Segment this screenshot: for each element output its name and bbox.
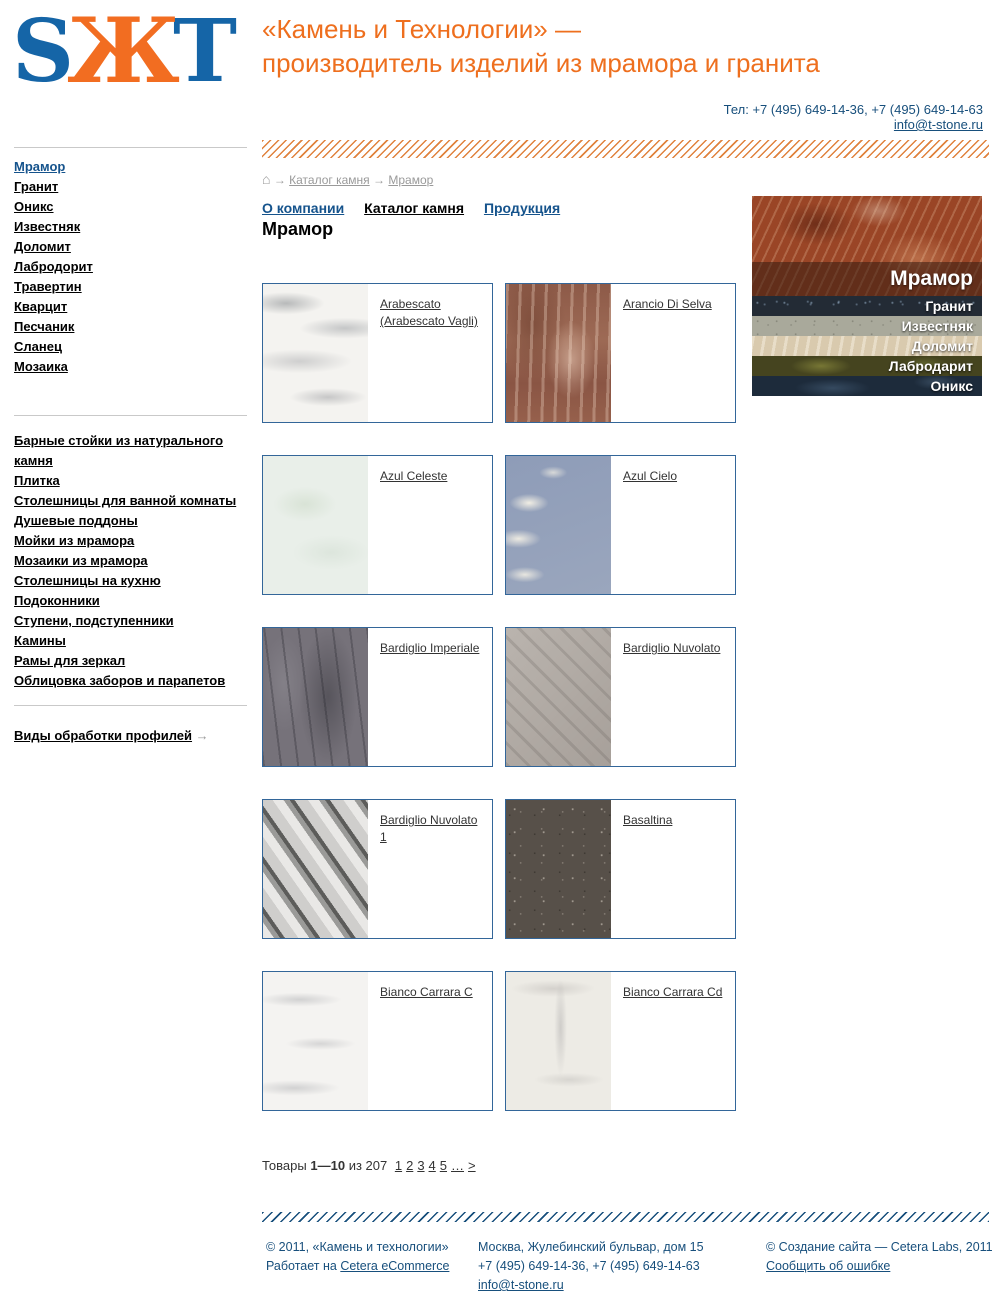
catalog-item-link[interactable]: Arancio Di Selva	[623, 297, 712, 311]
stone-sample-image[interactable]	[506, 800, 611, 938]
sidebar-link-steps[interactable]: Ступени, подступенники	[14, 613, 174, 628]
home-icon[interactable]: ⌂	[262, 171, 271, 187]
sidebar-item-shower-trays[interactable]	[14, 511, 254, 531]
sidebar-link-mirror-frames[interactable]: Рамы для зеркал	[14, 653, 126, 668]
footer-powered-link[interactable]: Cetera eCommerce	[340, 1259, 450, 1273]
site-title	[262, 12, 820, 80]
banner-label-izvestnyak[interactable]: Известняк	[752, 316, 982, 336]
header-email-link[interactable]: info@t-stone.ru	[893, 117, 983, 132]
sidebar-link-mozaika[interactable]: Мозаика	[14, 359, 68, 374]
catalog-card-arabescato[interactable]	[262, 283, 493, 423]
banner-label-mramor[interactable]: Мрамор	[752, 262, 982, 296]
pagination-ellipsis[interactable]: …	[451, 1158, 465, 1173]
catalog-item-link[interactable]: Bianco Carrara Cd	[623, 985, 723, 999]
site-title-line2: производитель изделий из мрамора и гранита	[262, 48, 820, 78]
sidebar-divider-1	[14, 147, 247, 148]
catalog-card-bardiglio-nuvolato[interactable]	[505, 627, 736, 767]
footer-address: Москва, Жулебинский бульвар, дом 15	[478, 1240, 704, 1254]
footer-phones: +7 (495) 649-14-36, +7 (495) 649-14-63	[478, 1259, 700, 1273]
breadcrumb-separator-2: →	[373, 173, 386, 187]
footer-report-error-link[interactable]: Сообщить об ошибке	[766, 1259, 891, 1273]
breadcrumb-separator: →	[273, 173, 286, 187]
sidebar-link-fence-cladding[interactable]: Облицовка заборов и парапетов	[14, 673, 226, 688]
sidebar-item-fireplaces[interactable]	[14, 631, 254, 651]
sidebar-link-fireplaces[interactable]: Камины	[14, 633, 66, 648]
stone-sample-image[interactable]	[506, 284, 611, 422]
sidebar-item-steps[interactable]	[14, 611, 254, 631]
profiles-link[interactable]: Виды обработки профилей	[14, 728, 193, 743]
sidebar-link-kitchen-countertops[interactable]: Столешницы на кухню	[14, 573, 161, 588]
logo-letter-zh: Ж	[67, 0, 173, 105]
sidebar-item-kitchen-countertops[interactable]	[14, 571, 254, 591]
catalog-card-arancio-di-selva[interactable]	[505, 283, 736, 423]
sidebar-item-mramor[interactable]	[14, 157, 254, 177]
site-title-line1: «Камень и Технологии» —	[262, 14, 581, 44]
profiles-section	[14, 728, 209, 743]
catalog-item-link[interactable]: Basaltina	[623, 813, 673, 827]
nav-about[interactable]: О компании	[262, 200, 345, 216]
sidebar-item-fence-cladding[interactable]	[14, 671, 254, 691]
pagination-range: 1—10	[310, 1158, 346, 1173]
nav-production[interactable]: Продукция	[483, 200, 561, 216]
sidebar-link-shower-trays[interactable]: Душевые поддоны	[14, 513, 138, 528]
sidebar-item-bathroom-countertops[interactable]	[14, 491, 254, 511]
stone-sample-image[interactable]	[506, 972, 611, 1110]
sidebar-item-granit[interactable]	[14, 177, 254, 197]
catalog-item-link[interactable]: Azul Cielo	[623, 469, 678, 483]
banner-label-oniks[interactable]: Оникс	[752, 376, 982, 396]
sidebar-item-mozaika[interactable]	[14, 357, 254, 377]
sidebar-item-bar-counters[interactable]	[14, 431, 254, 471]
page-title: Мрамор	[262, 219, 334, 239]
stone-sample-image[interactable]	[263, 972, 368, 1110]
sidebar-link-granit[interactable]: Гранит	[14, 179, 59, 194]
catalog-card-azul-cielo[interactable]	[505, 455, 736, 595]
sidebar-item-travertin[interactable]	[14, 277, 254, 297]
catalog-card-azul-celeste[interactable]	[262, 455, 493, 595]
sidebar-item-plitka[interactable]	[14, 471, 254, 491]
banner-label-dolomit[interactable]: Доломит	[752, 336, 982, 356]
breadcrumb-link-mramor[interactable]: Мрамор	[388, 173, 434, 187]
catalog-item-link[interactable]: Arabescato (Arabescato Vagli)	[380, 297, 478, 328]
catalog-card-bianco-carrara-cd[interactable]	[505, 971, 736, 1111]
sidebar-item-slanec[interactable]	[14, 337, 254, 357]
company-logo[interactable]	[12, 2, 230, 104]
sidebar-link-labrodorit[interactable]: Лабродорит	[14, 259, 93, 274]
catalog-card-bardiglio-imperiale[interactable]	[262, 627, 493, 767]
pagination-total: из 207	[348, 1158, 388, 1173]
sidebar-products-menu	[14, 431, 254, 691]
banner-marble-section[interactable]	[752, 196, 982, 296]
sidebar-divider-2	[14, 415, 247, 416]
sidebar-link-kvarcit[interactable]: Кварцит	[14, 299, 68, 314]
catalog-item-link[interactable]: Bianco Carrara C	[380, 985, 473, 999]
footer-stripe-divider	[262, 1212, 989, 1222]
banner-label-labrodarit[interactable]: Лабродарит	[752, 356, 982, 376]
catalog-card-bardiglio-nuvolato-1[interactable]	[262, 799, 493, 939]
pagination-page-4[interactable]: 4	[428, 1158, 436, 1173]
catalog-item-link[interactable]: Bardiglio Nuvolato 1	[380, 813, 478, 844]
logo-letter-s: S	[12, 1, 68, 102]
footer-credits: © Создание сайта — Cetera Labs, 2011	[766, 1240, 993, 1254]
pagination	[262, 1158, 476, 1173]
stone-types-banner[interactable]	[752, 196, 982, 396]
sidebar-item-marble-sinks[interactable]	[14, 531, 254, 551]
sidebar-link-dolomit[interactable]: Доломит	[14, 239, 71, 254]
orange-stripe-divider	[262, 140, 989, 158]
sidebar-item-izvestnyak[interactable]	[14, 217, 254, 237]
footer-copyright-block	[266, 1238, 449, 1276]
stone-sample-image[interactable]	[263, 456, 368, 594]
sidebar-stones-menu	[14, 157, 254, 377]
footer-email-link[interactable]: info@t-stone.ru	[478, 1278, 564, 1292]
stone-sample-image[interactable]	[506, 456, 611, 594]
footer-contacts-block	[478, 1238, 704, 1295]
sidebar-item-dolomit[interactable]	[14, 237, 254, 257]
nav-catalog[interactable]: Каталог камня	[364, 200, 465, 216]
sidebar-link-oniks[interactable]: Оникс	[14, 199, 54, 214]
stone-sample-image[interactable]	[506, 628, 611, 766]
catalog-item-link[interactable]: Azul Celeste	[380, 469, 448, 483]
stone-sample-image[interactable]	[263, 800, 368, 938]
sidebar-link-marble-sinks[interactable]: Мойки из мрамора	[14, 533, 135, 548]
catalog-card-bianco-carrara-c[interactable]	[262, 971, 493, 1111]
footer-credits-block	[766, 1238, 993, 1276]
header-phone: Тел: +7 (495) 649-14-36, +7 (495) 649-14-63	[723, 102, 983, 117]
pagination-page-3[interactable]: 3	[417, 1158, 425, 1173]
sidebar-item-labrodorit[interactable]	[14, 257, 254, 277]
footer-copyright: © 2011, «Камень и технологии»	[266, 1240, 449, 1254]
sidebar-link-marble-mosaics[interactable]: Мозаики из мрамора	[14, 553, 148, 568]
pagination-page-2[interactable]: 2	[406, 1158, 414, 1173]
sidebar-item-kvarcit[interactable]	[14, 297, 254, 317]
header-contacts	[724, 102, 983, 132]
breadcrumb-link-catalog[interactable]: Каталог камня	[289, 173, 370, 187]
stone-sample-image[interactable]	[263, 284, 368, 422]
sidebar-item-oniks[interactable]	[14, 197, 254, 217]
pagination-next[interactable]: >	[468, 1158, 476, 1173]
sidebar-link-mramor[interactable]: Мрамор	[14, 159, 66, 174]
pagination-prefix: Товары	[262, 1158, 307, 1173]
sidebar-link-windowsills[interactable]: Подоконники	[14, 593, 100, 608]
catalog-card-basaltina[interactable]	[505, 799, 736, 939]
banner-label-granit[interactable]: Гранит	[752, 296, 982, 316]
sidebar-item-windowsills[interactable]	[14, 591, 254, 611]
logo-letter-t: T	[172, 1, 230, 102]
top-navigation	[262, 200, 576, 216]
sidebar-divider-3	[14, 705, 247, 706]
arrow-right-icon: →	[195, 728, 209, 743]
sidebar-link-travertin[interactable]: Травертин	[14, 279, 82, 294]
sidebar-link-bar-counters[interactable]: Барные стойки из натурального камня	[14, 433, 224, 468]
sidebar-item-peschanik[interactable]	[14, 317, 254, 337]
sidebar-item-marble-mosaics[interactable]	[14, 551, 254, 571]
stone-sample-image[interactable]	[263, 628, 368, 766]
sidebar-link-izvestnyak[interactable]: Известняк	[14, 219, 81, 234]
sidebar-link-bathroom-countertops[interactable]: Столешницы для ванной комнаты	[14, 493, 237, 508]
sidebar-link-slanec[interactable]: Сланец	[14, 339, 62, 354]
catalog-grid	[262, 283, 737, 1111]
catalog-item-link[interactable]: Bardiglio Imperiale	[380, 641, 480, 655]
sidebar-link-peschanik[interactable]: Песчаник	[14, 319, 75, 334]
pagination-page-1[interactable]: 1	[394, 1158, 403, 1173]
breadcrumb	[262, 171, 433, 187]
sidebar-item-mirror-frames[interactable]	[14, 651, 254, 671]
pagination-page-5[interactable]: 5	[439, 1158, 448, 1173]
sidebar-link-plitka[interactable]: Плитка	[14, 473, 60, 488]
footer-powered-prefix: Работает на	[266, 1259, 337, 1273]
catalog-item-link[interactable]: Bardiglio Nuvolato	[623, 641, 721, 655]
